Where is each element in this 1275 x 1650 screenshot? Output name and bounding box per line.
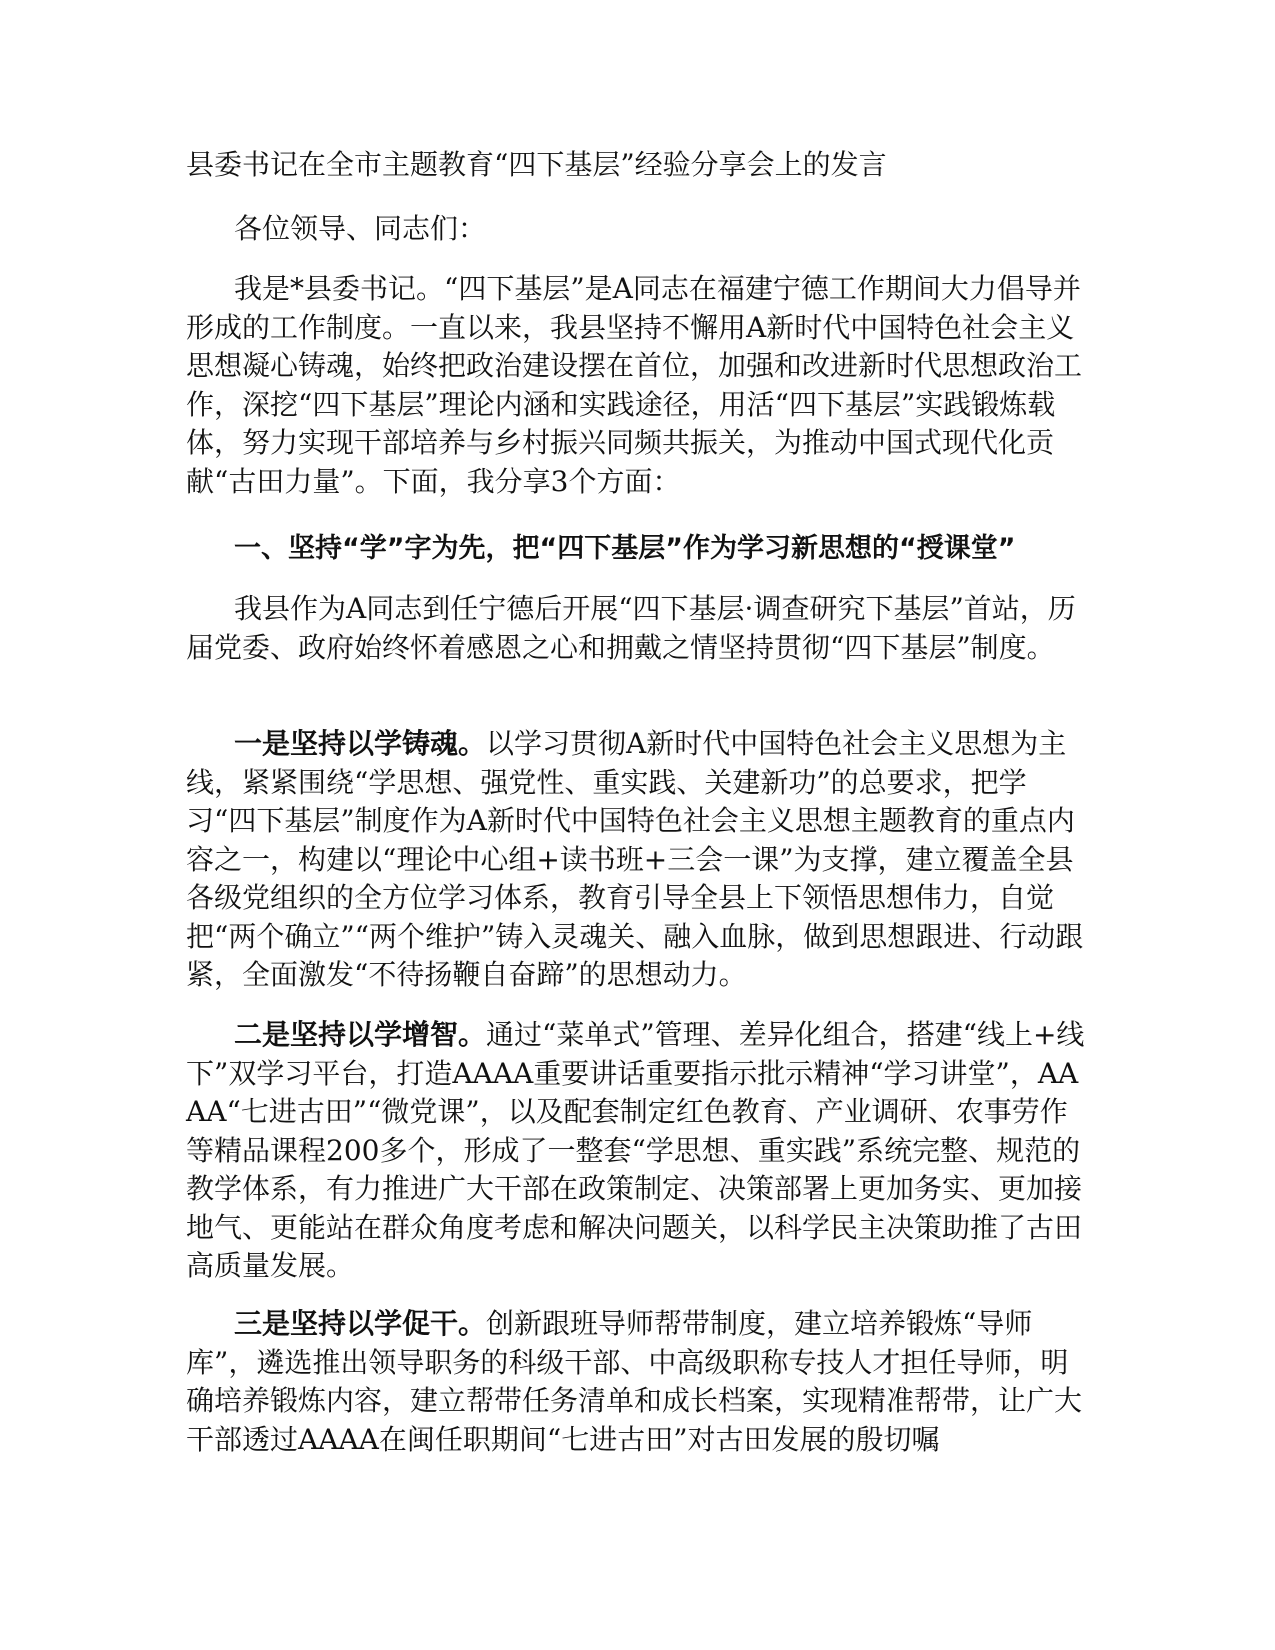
document-title: 县委书记在全市主题教育“四下基层”经验分享会上的发言 — [186, 148, 887, 181]
point-3-body: 创新跟班导师帮带制度，建立培养锻炼“导师库”，遴选推出领导职务的科级干部、中高级职称专技人才担任导师，明确培养锻炼内容，建立帮带任务清单和成长档案，实现精准帮带，让广大干部透过AAAA在闽任职期间“七进古田”对古田发展的殷切嘱 — [186, 1307, 1083, 1456]
point-3-lead: 三是坚持以学促干。 — [234, 1307, 487, 1340]
intro-paragraph: 我是*县委书记。“四下基层”是A同志在福建宁德工作期间大力倡导并形成的工作制度。一直以来，我县坚持不懈用A新时代中国特色社会主义思想凝心铸魂，始终把政治建设摆在首位，加强和改进新时代思想政治工作，深挖“四下基层”理论内涵和实践途径，用活“四下基层”实践锻炼载体，努力实现干部培养与乡村振兴同频共振关，为推动中国式现代化贡献“古田力量”。下面，我分享3个方面： — [186, 272, 1083, 498]
point-1-body: 以学习贯彻A新时代中国特色社会主义思想为主线，紧紧围绕“学思想、强党性、重实践、关建新功”的总要求，把学习“四下基层”制度作为A新时代中国特色社会主义思想主题教育的重点内容之一，构建以“理论中心组+读书班+三会一课”为支撑，建立覆盖全县各级党组织的全方位学习体系，教育引导全县上下领悟思想伟力，自觉把“两个确立”“两个维护”铸入灵魂关、融入血脉，做到思想跟进、行动跟紧，全面激发“不待扬鞭自奋蹄”的思想动力。 — [186, 727, 1084, 991]
section-1-paragraph: 我县作为A同志到任宁德后开展“四下基层·调查研究下基层”首站，历届党委、政府始终怀着感恩之心和拥戴之情坚持贯彻“四下基层”制度。 — [186, 592, 1076, 664]
point-1-paragraph — [186, 725, 1091, 995]
point-1-lead: 一是坚持以学铸魂。 — [234, 727, 487, 760]
salutation: 各位领导、同志们： — [234, 212, 487, 245]
point-2-body: 通过“菜单式”管理、差异化组合，搭建“线上+线下”双学习平台，打造AAAA重要讲话重要指示批示精神“学习讲堂”，AAAA“七进古田”“微党课”，以及配套制定红色教育、产业调研、农事劳作等精品课程200多个，形成了一整套“学思想、重实践”系统完整、规范的教学体系，有力推进广大干部在政策制定、决策部署上更加务实、更加接地气、更能站在群众角度考虑和解决问题关，以科学民主决策助推了古田高质量发展。 — [186, 1018, 1085, 1282]
point-2-lead: 二是坚持以学增智。 — [234, 1018, 487, 1051]
point-2-paragraph — [186, 1016, 1091, 1286]
section-heading-1: 一、坚持“学”字为先，把“四下基层”作为学习新思想的“授课堂” — [234, 533, 1016, 564]
point-3-paragraph — [186, 1305, 1091, 1459]
